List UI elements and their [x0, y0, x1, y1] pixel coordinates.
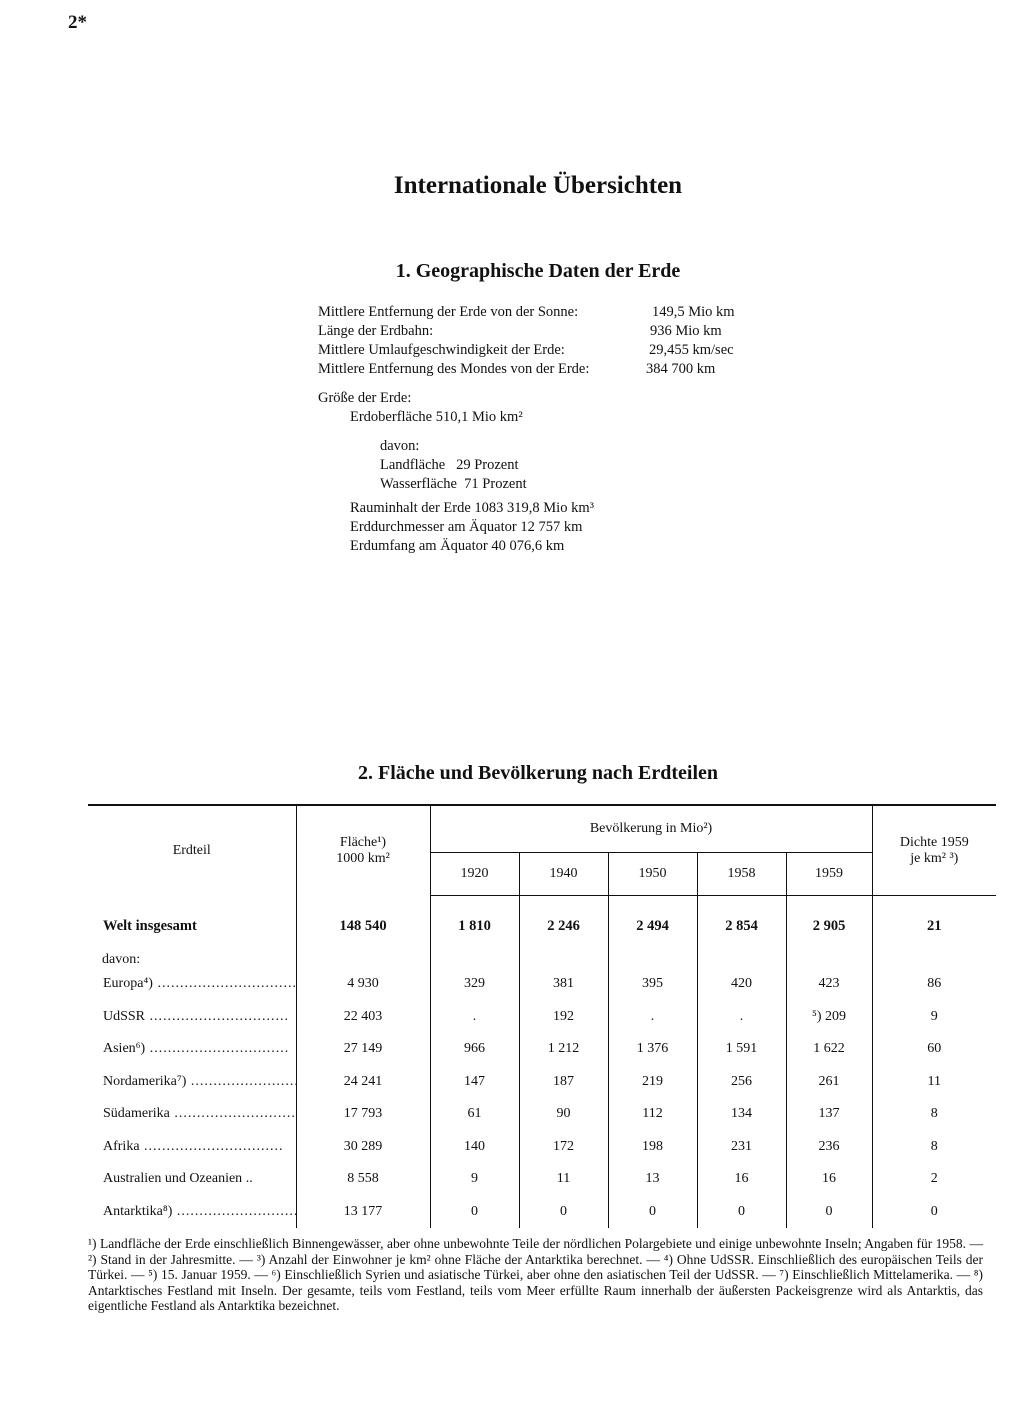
row-name: [88, 1001, 296, 1034]
cell-1959: 423: [786, 968, 872, 1001]
row-name-leader: ..: [242, 1171, 253, 1187]
table-row: [88, 968, 996, 1001]
erdumfang: Erdumfang am Äquator 40 076,6 km: [350, 538, 565, 554]
cell-flaeche: 27 149: [296, 1033, 430, 1066]
row-name: Welt insgesamt: [103, 917, 197, 934]
cell-flaeche: 4 930: [296, 968, 430, 1001]
cell-1958: 16: [697, 1163, 786, 1196]
cell-1950: 395: [608, 968, 697, 1001]
footnotes: ¹) Landfläche der Erde einschließlich Binnengewässer, aber ohne unbewohnte Teile der nördlichen Polargebiete und einige unbewohnte Inseln; Angaben für 1958. — ²) Stand in der Jahresmitte. — ³) Anzahl der Einwohner je km² ohne Fläche der Antarktika berechnet. — ⁴) Ohne UdSSR. Einschließlich des europäischen Teils der Türkei. — ⁵) 15. Januar 1959. — ⁶) Einschließlich Syrien und asiatische Türkei, aber ohne den asiatischen Teil der UdSSR. — ⁷) Einschließlich Mittelamerika. — ⁸) Antarktisches Festland mit Inseln. Der gesamte, teils vom Festland, teils vom Meer erfüllte Raum innerhalb der äußersten Packeisgrenze wird als Antarktis, das eigentliche Festland als Antarktika bezeichnet.: [88, 1236, 983, 1313]
cell-flaeche: 30 289: [296, 1131, 430, 1164]
page-title: Internationale Übersichten: [393, 172, 683, 199]
cell-dichte: 8: [872, 1131, 996, 1164]
table-row: [88, 1098, 996, 1131]
geo-row-value: 29,455 km/sec: [649, 342, 734, 358]
row-name: [88, 1163, 296, 1196]
cell-1959: 16: [786, 1163, 872, 1196]
cell-1940: 381: [519, 968, 608, 1001]
section2-title: 2. Fläche und Bevölkerung nach Erdteilen: [357, 762, 719, 784]
cell-1940: 1 212: [519, 1033, 608, 1066]
header-year: 1940: [519, 853, 608, 896]
cell-1958: 2 854: [697, 910, 786, 942]
table-row: [88, 1033, 996, 1066]
cell-flaeche: 22 403: [296, 1001, 430, 1034]
header-flaeche: [296, 805, 430, 896]
row-name-text: Antarktika⁸) .....: [103, 1204, 296, 1219]
cell-flaeche: 17 793: [296, 1098, 430, 1131]
row-name: [88, 1098, 296, 1131]
rauminhalt: Rauminhalt der Erde 1083 319,8 Mio km³: [350, 500, 594, 516]
landflaeche: Landfläche 29 Prozent: [380, 457, 519, 473]
cell-1950: 2 494: [608, 910, 697, 942]
cell-dichte: 11: [872, 1066, 996, 1099]
cell-dichte: 60: [872, 1033, 996, 1066]
cell-1940: 90: [519, 1098, 608, 1131]
cell-1940: 192: [519, 1001, 608, 1034]
cell-dichte: 2: [872, 1163, 996, 1196]
row-name: [88, 968, 296, 1001]
davon-label: davon:: [380, 438, 420, 454]
geo-row-label: Mittlere Entfernung der Erde von der Sonne:: [318, 304, 579, 320]
table-row: [88, 1196, 996, 1229]
cell-1959: 2 905: [786, 910, 872, 942]
row-name-text: Nordamerika⁷) .....: [103, 1074, 296, 1089]
erdoberflaeche: Erdoberfläche 510,1 Mio km²: [350, 409, 523, 425]
cell-1958: 256: [697, 1066, 786, 1099]
header-year: 1950: [608, 853, 697, 896]
cell-dichte: 86: [872, 968, 996, 1001]
cell-1950: 198: [608, 1131, 697, 1164]
cell-1920: 9: [430, 1163, 519, 1196]
header-flaeche-line2: 1000 km²: [336, 850, 390, 866]
header-year: 1959: [786, 853, 872, 896]
cell-1920: 329: [430, 968, 519, 1001]
cell-flaeche: 8 558: [296, 1163, 430, 1196]
header-bevoelkerung-label: Bevölkerung in Mio²): [589, 821, 713, 836]
cell-1958: 1 591: [697, 1033, 786, 1066]
geo-row-label: Mittlere Umlaufgeschwindigkeit der Erde:: [318, 342, 565, 358]
table-row: [88, 1066, 996, 1099]
cell-dichte: 8: [872, 1098, 996, 1131]
header-year: 1958: [697, 853, 786, 896]
cell-1958: 134: [697, 1098, 786, 1131]
row-name-text: Europa⁴) .....: [103, 976, 296, 991]
cell-1940: 0: [519, 1196, 608, 1229]
row-name-text: Asien⁶) .....: [103, 1041, 289, 1056]
page-number: 2*: [68, 12, 87, 33]
cell-1950: .: [608, 1001, 697, 1034]
geo-row-value: 149,5 Mio km: [652, 304, 735, 320]
cell-1920: .: [430, 1001, 519, 1034]
cell-1959: 236: [786, 1131, 872, 1164]
cell-dichte: 21: [872, 910, 996, 942]
table-row: [88, 1131, 996, 1164]
row-name: [88, 1131, 296, 1164]
cell-1959: 137: [786, 1098, 872, 1131]
row-name: [88, 1196, 296, 1229]
cell-1940: 11: [519, 1163, 608, 1196]
cell-1959: 0: [786, 1196, 872, 1229]
cell-1959: ⁵) 209: [786, 1001, 872, 1034]
cell-1920: 966: [430, 1033, 519, 1066]
cell-1940: 2 246: [519, 910, 608, 942]
table-row: [88, 1163, 996, 1196]
groesse-heading: Größe der Erde:: [318, 390, 412, 406]
cell-1940: 187: [519, 1066, 608, 1099]
table-row-total: [88, 910, 996, 942]
cell-1950: 219: [608, 1066, 697, 1099]
cell-1958: .: [697, 1001, 786, 1034]
cell-1950: 1 376: [608, 1033, 697, 1066]
header-dichte: [872, 805, 996, 896]
cell-flaeche: 13 177: [296, 1196, 430, 1229]
geo-row-value: 384 700 km: [646, 361, 716, 377]
cell-1950: 112: [608, 1098, 697, 1131]
table-row: [88, 1001, 996, 1034]
section1-title: 1. Geographische Daten der Erde: [395, 260, 681, 282]
cell-flaeche: 24 241: [296, 1066, 430, 1099]
header-erdteil: [88, 805, 296, 896]
davon-label: davon:: [102, 952, 141, 967]
population-table: [88, 804, 996, 1228]
cell-1920: 140: [430, 1131, 519, 1164]
row-name-text: Südamerika .....: [103, 1106, 296, 1121]
cell-1920: 1 810: [430, 910, 519, 942]
geo-row-label: Länge der Erdbahn:: [318, 323, 434, 339]
erddurchmesser: Erddurchmesser am Äquator 12 757 km: [350, 519, 583, 535]
header-dichte-line1: Dichte 1959: [899, 834, 969, 850]
cell-1920: 61: [430, 1098, 519, 1131]
header-bevoelkerung: [430, 805, 872, 853]
wasserflaeche: Wasserfläche 71 Prozent: [380, 476, 527, 492]
header-year: 1920: [430, 853, 519, 896]
row-name-text: Australien und Ozeanien: [103, 1171, 243, 1187]
geo-row-label: Mittlere Entfernung des Mondes von der Erde:: [318, 361, 590, 377]
row-name-text: UdSSR .....: [103, 1009, 289, 1024]
row-name-text: Afrika .....: [103, 1139, 284, 1154]
cell-1959: 1 622: [786, 1033, 872, 1066]
cell-flaeche: 148 540: [296, 910, 430, 942]
row-name: [88, 1033, 296, 1066]
header-erdteil-label: Erdteil: [172, 842, 211, 858]
cell-1940: 172: [519, 1131, 608, 1164]
row-name: [88, 1066, 296, 1099]
cell-dichte: 9: [872, 1001, 996, 1034]
cell-1920: 147: [430, 1066, 519, 1099]
cell-1950: 0: [608, 1196, 697, 1229]
cell-1958: 0: [697, 1196, 786, 1229]
cell-1920: 0: [430, 1196, 519, 1229]
cell-1958: 420: [697, 968, 786, 1001]
cell-dichte: 0: [872, 1196, 996, 1229]
header-dichte-line2: je km² ³): [910, 850, 959, 866]
geo-row-value: 936 Mio km: [650, 323, 722, 339]
cell-1959: 261: [786, 1066, 872, 1099]
cell-1958: 231: [697, 1131, 786, 1164]
cell-1950: 13: [608, 1163, 697, 1196]
header-flaeche-line1: Fläche¹): [339, 834, 387, 850]
